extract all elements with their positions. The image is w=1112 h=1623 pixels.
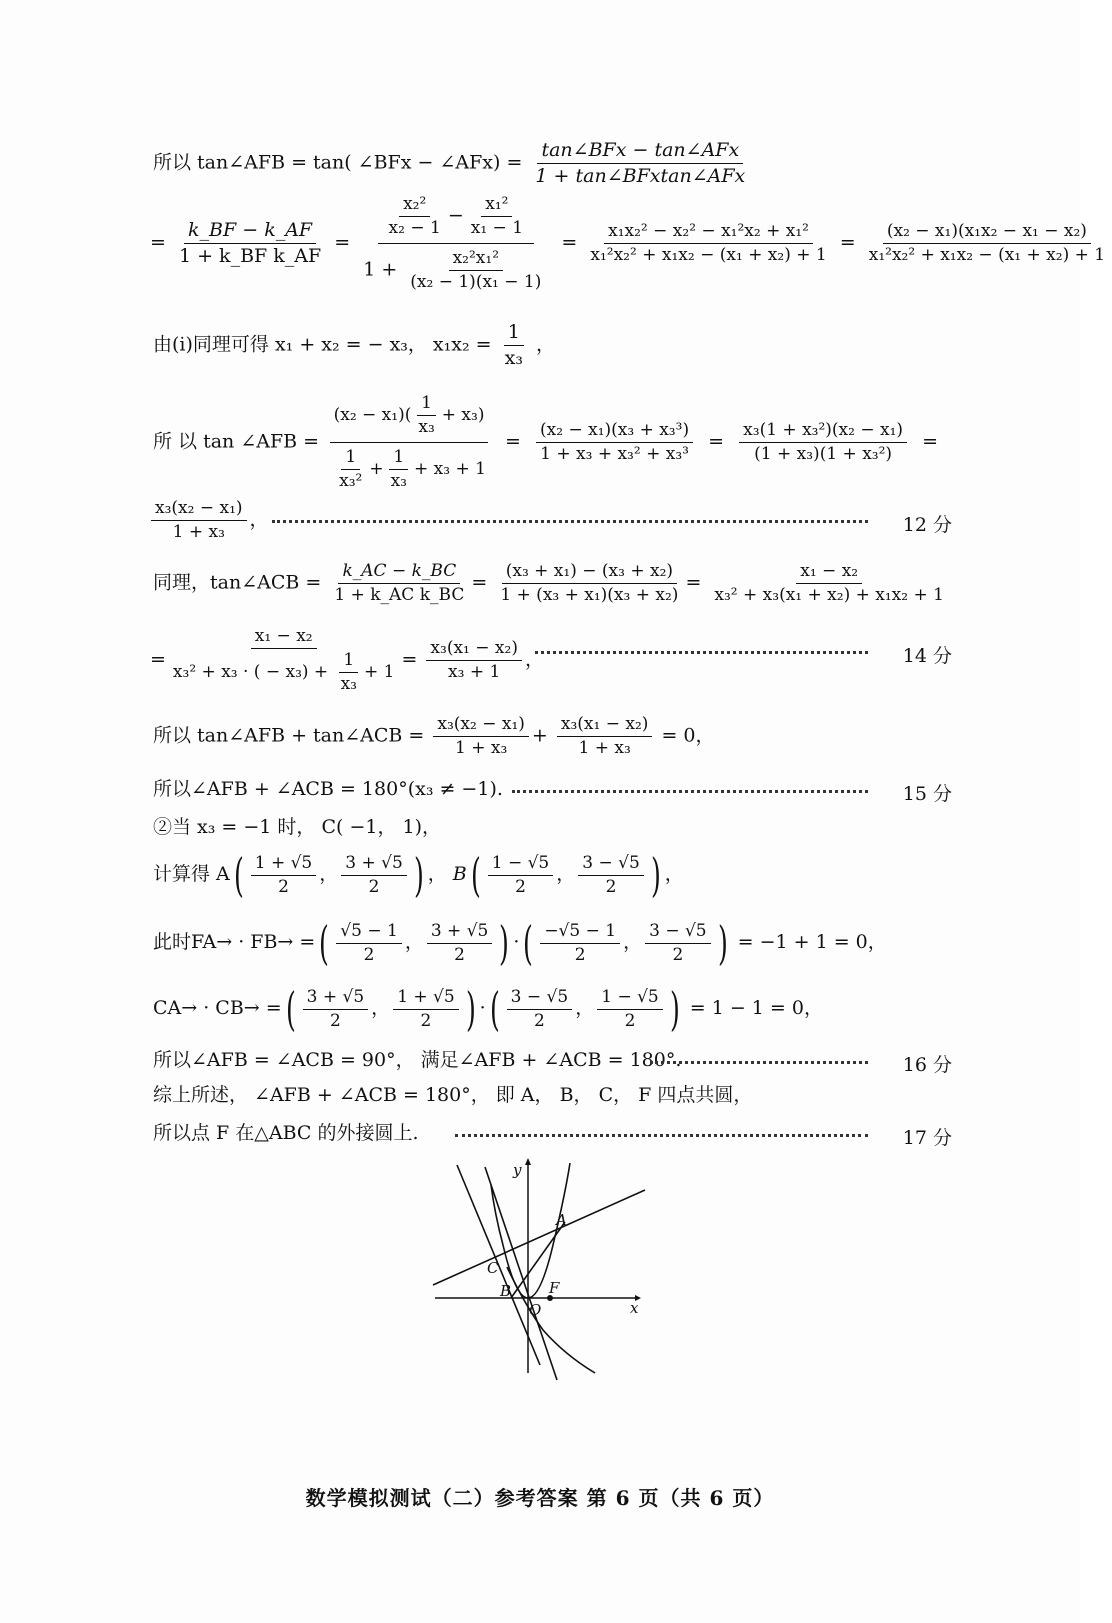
line2-a-fraction [586, 223, 830, 264]
point-a-y-denominator: 2 [368, 876, 380, 897]
score-14: 14 分 [902, 645, 952, 667]
solution-line-2: = $\frac{k\_BF - k\_AF}{\text{1 + k\_BF k\_AF}}$ = $\frac{\text{x₂²}}{\text{x₂ − 1}}$ − $\frac{\text{x₁²}}{\text{x₁ − 1}}$ 1 + $\frac{\text{x₂²x₁²}}{\text{(x₂ − 1)(x₁ − 1)}}$ = $\frac{\text{x₁x₂² − x₂² − x₁²x₂ + x₁²}}{\text{x₁²x₂² + x₁x₂ − (x₁ + x₂) + 1}}$ = $\frac{\text{(x₂ − x₁)(x₁x₂ − x₁ − x₂)}}{\text{x₁²x₂² + x₁x₂ − (x₁ + x₂) + 1}}$ [150, 196, 1112, 291]
line6-a-numerator: (x₃ + x₁) − (x₃ + x₂) [502, 563, 677, 584]
line8-a-denominator: 1 + x₃ [455, 738, 508, 758]
label-a: A [556, 1211, 567, 1229]
line6-b-denominator: x₃² + x₃(x₁ + x₂) + x₁x₂ + 1 [714, 585, 944, 605]
label-x: x [630, 1299, 639, 1317]
line4-c-denominator: (1 + x₃)(1 + x₃²) [754, 444, 893, 464]
fa-y-numerator: 3 + √5 [427, 923, 493, 944]
solution-line-10: ②当 x₃ = −1 时， C( −1， 1)， [153, 816, 441, 838]
fb-y-numerator: 3 − √5 [645, 923, 711, 944]
solution-line-14: 所以∠AFB = ∠ACB = 90°， 满足∠AFB + ∠ACB = 180°. [153, 1049, 682, 1071]
ca-x-denominator: 2 [329, 1010, 341, 1031]
line12-prefix: 此时FA→ · FB→ = [153, 931, 316, 953]
solution-line-13: CA→ · CB→ =( $\frac{3 + √5}{2}$ ， $\frac{1 + √5}{2}$ ) ·( $\frac{3 - √5}{2}$ ， $\frac{1 - √5}{2}$ ) = 1 − 1 = 0， [153, 982, 823, 1036]
label-o: O [529, 1301, 542, 1319]
line7-b-numerator: x₃(x₁ − x₂) [426, 640, 522, 661]
line11-prefix: 计算得 A [153, 863, 230, 885]
point-b-y-denominator: 2 [605, 876, 617, 897]
solution-line-1 [153, 141, 752, 186]
solution-line-4: 所 以 tan ∠AFB = (x₂ − x₁)( $\frac{1}{\text{x₃}}$ + x₃) $\frac{1}{\text{x₃²}}$ + $\frac{1}{\text{x₃}}$ + x₃ + 1 = $\frac{\text{(x₂ − x₁)(x₃ + x₃³)}}{\text{1 + x₃ + x₃² + x₃³}}$ = $\frac{\text{x₃(1 + x₃²)(x₂ − x₁)}}{\text{(1 + x₃)(1 + x₃²)}}$ = [153, 393, 939, 491]
line13-end: = 1 − 1 = 0， [689, 997, 823, 1019]
y-axis-arrow-icon [525, 1158, 531, 1165]
line2-k-fraction [175, 221, 325, 266]
solution-line-15: 综上所述， ∠AFB + ∠ACB = 180°， 即 A， B， C， F 四点共圆， [153, 1084, 753, 1106]
line2-b-numerator: (x₂ − x₁)(x₁x₂ − x₁ − x₂) [883, 223, 1091, 244]
line6-k-numerator: k_AC − k_BC [338, 563, 460, 584]
dot-leader-14 [535, 651, 868, 654]
fa-x-denominator: 2 [363, 944, 375, 965]
line2-a-denominator: x₁²x₂² + x₁x₂ − (x₁ + x₂) + 1 [590, 245, 827, 265]
cb-y-denominator: 2 [624, 1010, 636, 1031]
line2-b-denominator: x₁²x₂² + x₁x₂ − (x₁ + x₂) + 1 [868, 245, 1106, 265]
line3-numerator: 1 [504, 323, 524, 346]
line4-b-numerator: (x₂ − x₁)(x₃ + x₃³) [536, 422, 693, 443]
fb-x-denominator: 2 [574, 944, 586, 965]
solution-line-7: = x₁ − x₂ x₃² + x₃ · ( − x₃) + $\frac{1}{\text{x₃}}$ + 1 = $\frac{\text{x₃(x₁ − x₂)}}{\text{x₃ + 1}}$ ， [150, 626, 544, 694]
line3-text: 由(ⅰ)同理可得 x₁ + x₂ = − x₃， x₁x₂ = [153, 333, 492, 356]
line1-prefix: 所以 tan∠AFB = tan( ∠BFx − ∠AFx) = [153, 151, 523, 174]
line8-end: = 0， [661, 724, 715, 747]
point-a-x-numerator: 1 + √5 [251, 855, 317, 876]
solution-line-12: 此时FA→ · FB→ =( $\frac{√5 - 1}{2}$ ， $\frac{3 + √5}{2}$ ) ·( $\frac{-√5 - 1}{2}$ ， $\frac{3 - √5}{2}$ ) = −1 + 1 = 0， [153, 916, 887, 970]
solution-line-16: 所以点 F 在△ABC 的外接圆上. [153, 1122, 419, 1144]
line13-prefix: CA→ · CB→ = [153, 997, 282, 1019]
point-a-x-denominator: 2 [278, 876, 289, 897]
score-15: 15 分 [902, 783, 952, 805]
line3-denominator: x₃ [504, 347, 523, 369]
line4-a-fraction: (x₂ − x₁)( $\frac{1}{\text{x₃}}$ + x₃) $\frac{1}{\text{x₃²}}$ + $\frac{1}{\text{x₃}}$ + x₃ + 1 [328, 395, 490, 490]
line1-denominator: 1 + tan∠BFxtan∠AFx [535, 165, 746, 187]
line8-b-denominator: 1 + x₃ [578, 738, 631, 758]
line7-a-numerator: x₁ − x₂ [251, 628, 317, 649]
score-17: 17 分 [902, 1127, 952, 1149]
line7-b-denominator: x₃ + 1 [448, 662, 501, 682]
line2-nested-fraction: $\frac{\text{x₂²}}{\text{x₂ − 1}}$ − $\frac{\text{x₁²}}{\text{x₁ − 1}}$ 1 + $\frac{\text{x₂²x₁²}}{\text{(x₂ − 1)(x₁ − 1)}}$ [363, 194, 542, 292]
solution-line-11: 计算得 A( $\frac{1 + √5}{2}$ ， $\frac{3 + √5}{2}$ ) ， B( $\frac{1 - √5}{2}$ ， $\frac{3 - √5}{2}$ ) ， [153, 848, 684, 902]
label-y: y [513, 1161, 522, 1179]
cb-y-numerator: 1 − √5 [597, 989, 663, 1010]
point-b-x-denominator: 2 [515, 876, 526, 897]
parabola-figure [425, 1155, 665, 1380]
line8-a-numerator: x₃(x₂ − x₁) [433, 716, 529, 737]
cb-x-numerator: 3 − √5 [507, 989, 573, 1010]
line4-b-denominator: 1 + x₃ + x₃² + x₃³ [540, 444, 689, 464]
score-12: 12 分 [902, 514, 952, 536]
line8-prefix: 所以 tan∠AFB + tan∠ACB = [153, 724, 425, 747]
line4-b-fraction [536, 422, 693, 463]
line4-prefix: 所 以 tan ∠AFB = [153, 430, 320, 453]
line4-c-fraction [739, 422, 907, 463]
line2-k-numerator: k_BF − k_AF [184, 221, 316, 244]
line5-denominator: 1 + x₃ [172, 522, 225, 542]
dot-leader-17 [455, 1134, 868, 1137]
ca-x-numerator: 3 + √5 [303, 989, 369, 1010]
line2-b-fraction [865, 223, 1109, 264]
solution-line-8: 所以 tan∠AFB + tan∠ACB = $\frac{\text{x₃(x₂ − x₁)}}{\text{1 + x₃}}$ + $\frac{\text{x₃(x₁ − x₂)}}{\text{1 + x₃}}$ = 0， [153, 714, 715, 758]
solution-line-3 [153, 323, 555, 368]
line6-b-numerator: x₁ − x₂ [796, 563, 862, 584]
dot-leader-12 [272, 520, 868, 523]
line3-end: ， [536, 333, 556, 356]
line1-fraction [531, 141, 749, 186]
point-b-y-numerator: 3 − √5 [578, 855, 644, 876]
line6-a-denominator: 1 + (x₃ + x₁)(x₃ + x₂) [500, 585, 679, 605]
ca-y-numerator: 1 + √5 [393, 989, 459, 1010]
line5-numerator: x₃(x₂ − x₁) [151, 500, 247, 521]
page-footer: 数学模拟测试（二）参考答案 第 6 页（共 6 页） [305, 1486, 775, 1510]
line5-fraction [151, 500, 247, 541]
line6-k-denominator: 1 + k_AC k_BC [334, 585, 465, 605]
label-c: C [487, 1259, 499, 1277]
fb-x-numerator: −√5 − 1 [540, 923, 620, 944]
label-f: F [549, 1279, 560, 1297]
line1-numerator: tan∠BFx − tan∠AFx [537, 141, 743, 164]
ca-y-denominator: 2 [420, 1010, 432, 1031]
fa-x-numerator: √5 − 1 [336, 923, 402, 944]
label-b: B [500, 1282, 512, 1300]
fa-y-denominator: 2 [454, 944, 465, 965]
line6-prefix: 同理，tan∠ACB = [153, 571, 322, 594]
line-ca [433, 1190, 645, 1285]
solution-line-6: 同理，tan∠ACB = $\frac{k\_AC - k\_BC}{\text{1 + k\_AC k\_BC}}$ = $\frac{\text{(x₃ + x₁) − (x₃ + x₂)}}{\text{1 + (x₃ + x₁)(x₃ + x₂)}}$ = $\frac{\text{x₁ − x₂}}{\text{x₃² + x₃(x₁ + x₂) + x₁x₂ + 1}}$ [153, 563, 951, 604]
solution-line-9: 所以∠AFB + ∠ACB = 180°(x₃ ≠ −1). [153, 778, 503, 800]
score-16: 16 分 [902, 1054, 952, 1076]
solution-line-5: $\frac{\text{x₃(x₂ − x₁)}}{\text{1 + x₃}}$ ， [148, 500, 269, 541]
line2-k-denominator: 1 + k_BF k_AF [178, 245, 322, 267]
line3-fraction [501, 323, 527, 368]
line8-b-numerator: x₃(x₁ − x₂) [557, 716, 653, 737]
fb-y-denominator: 2 [672, 944, 684, 965]
point-b-x-numerator: 1 − √5 [488, 855, 554, 876]
line12-end: = −1 + 1 = 0， [737, 931, 887, 953]
cb-x-denominator: 2 [534, 1010, 545, 1031]
line4-c-numerator: x₃(1 + x₃²)(x₂ − x₁) [739, 422, 907, 443]
line2-a-numerator: x₁x₂² − x₂² − x₁²x₂ + x₁² [604, 223, 813, 244]
dot-leader-16 [650, 1061, 868, 1064]
dot-leader-15 [512, 790, 868, 793]
point-a-y-numerator: 3 + √5 [341, 855, 407, 876]
